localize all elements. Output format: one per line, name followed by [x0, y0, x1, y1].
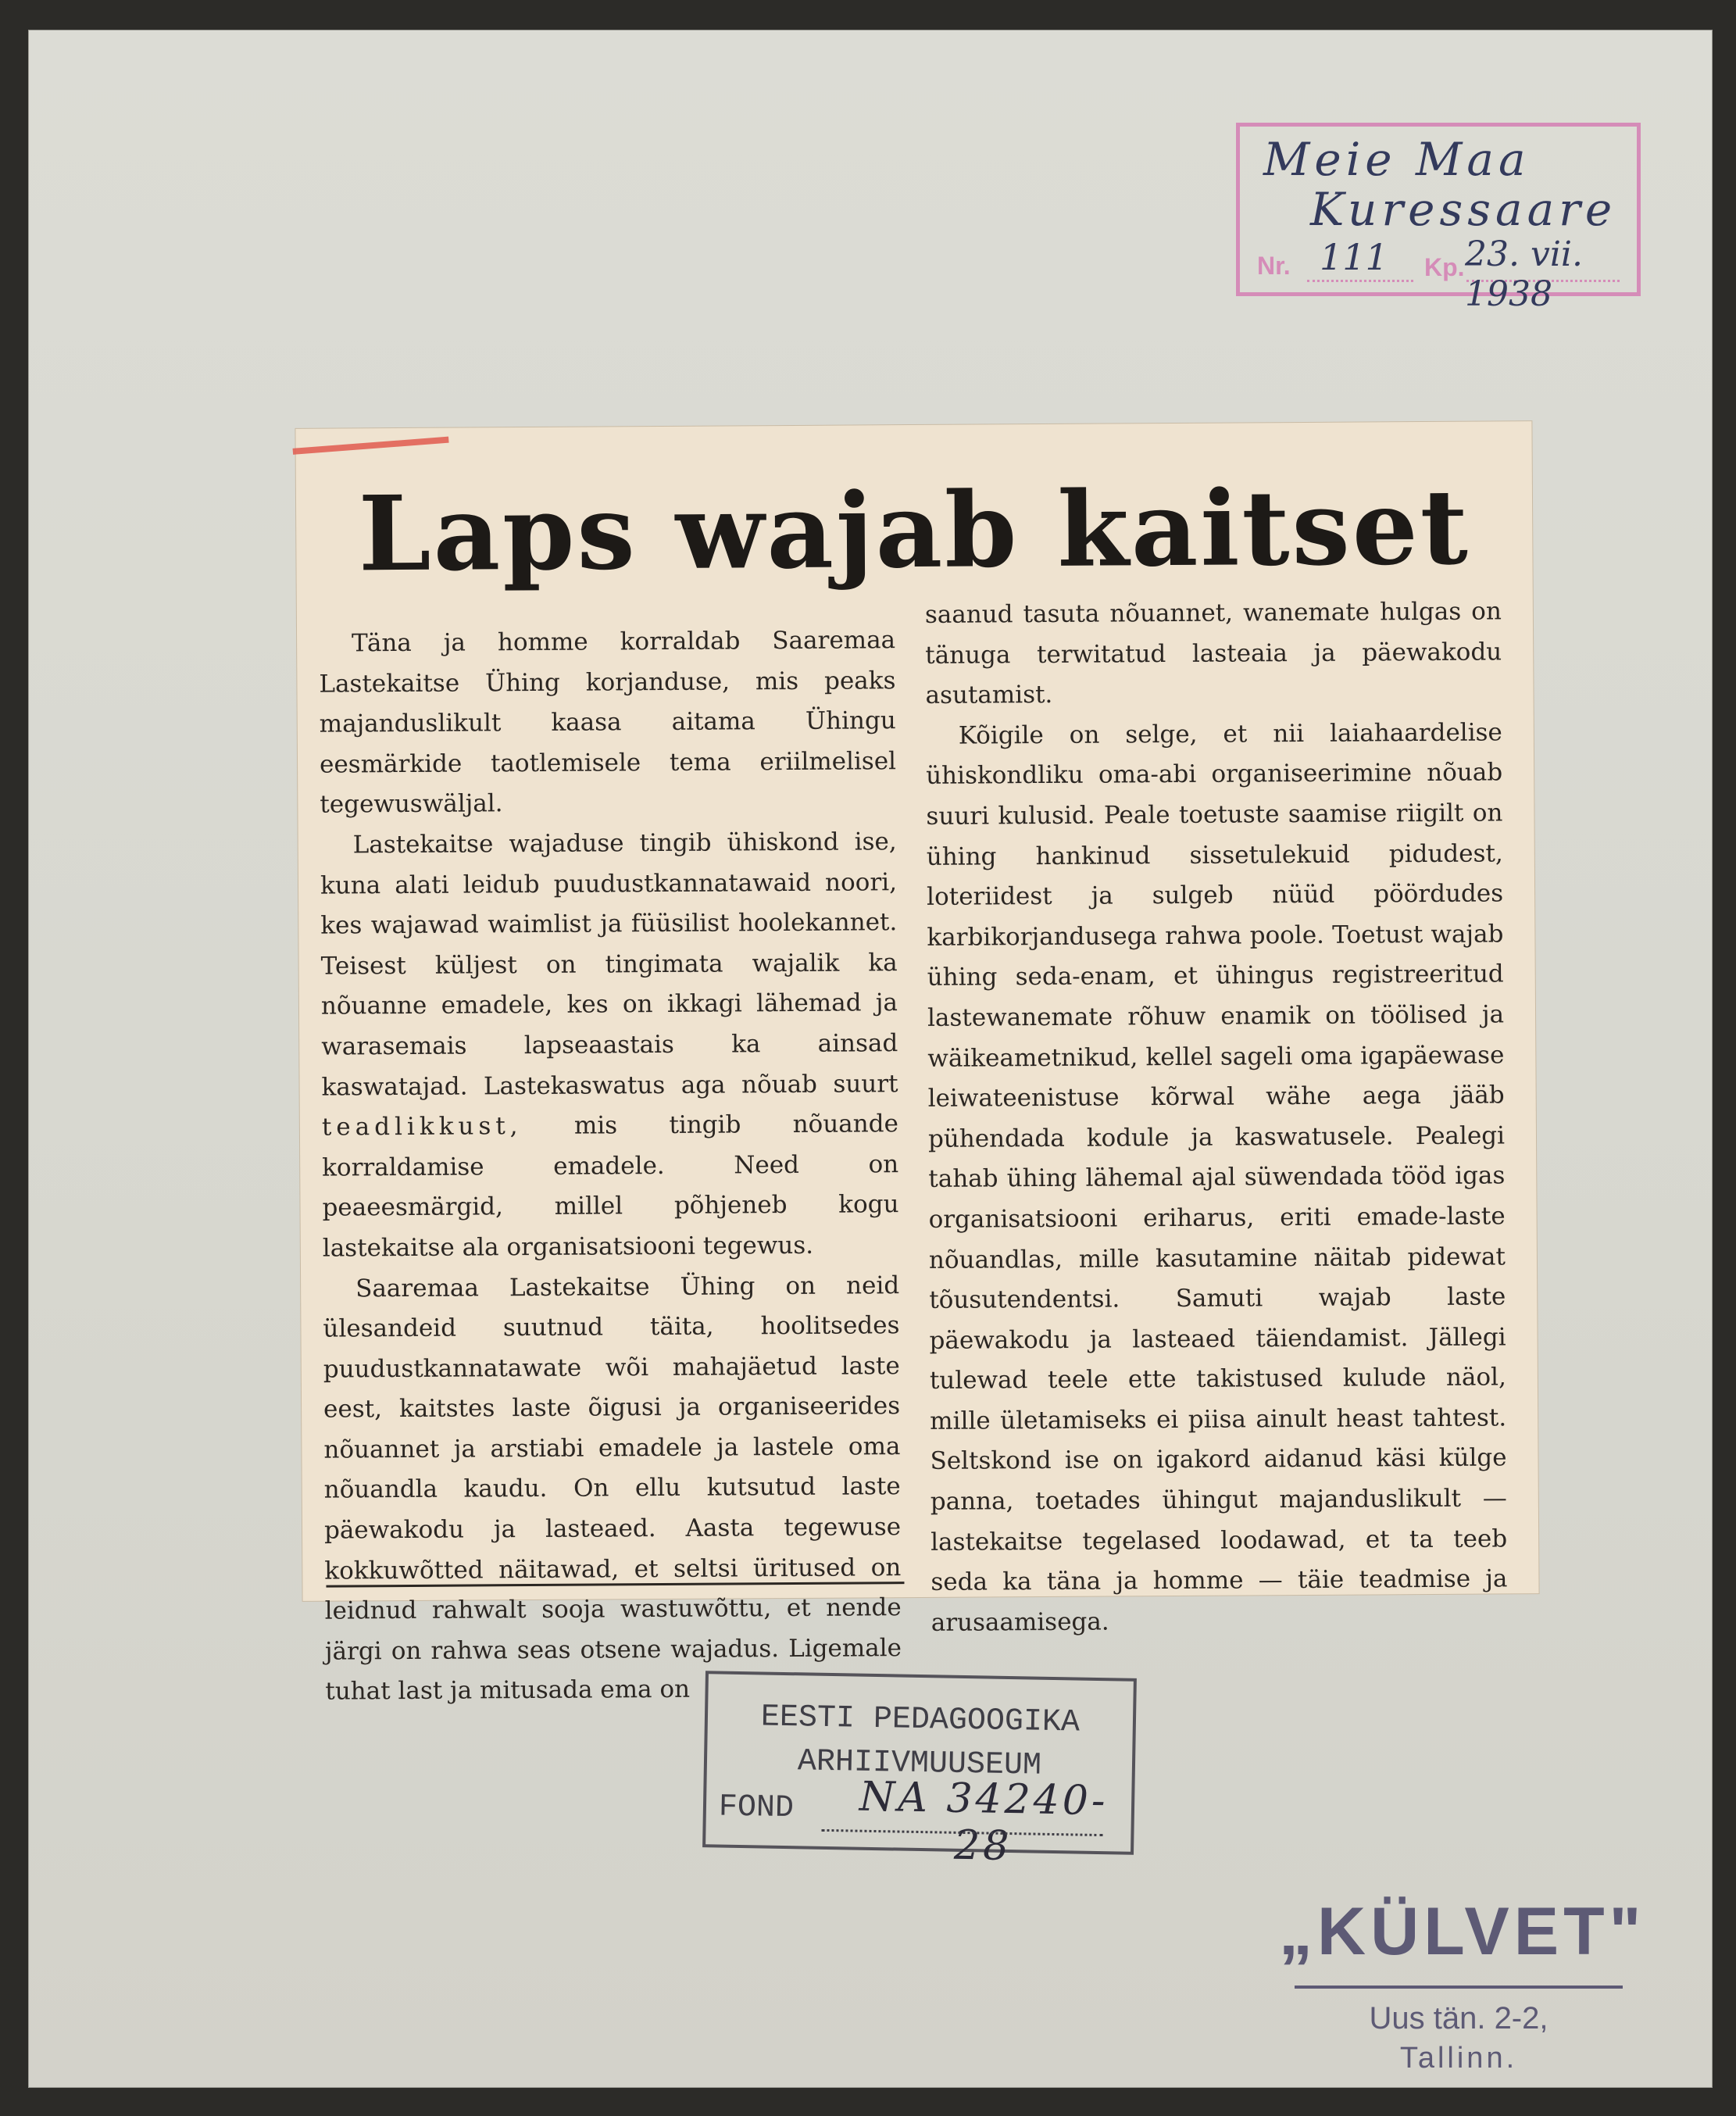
- stamp-nr-dots: [1307, 280, 1413, 282]
- clipping-headline: Laps wajab kaitset: [358, 466, 1471, 595]
- archive-museum-stamp: [702, 1671, 1137, 1871]
- stamp-kp-value: 23. vii. 1938: [1465, 234, 1583, 314]
- right-paragraph: Kõigile on selge, et nii laiahaardelise ühiskondliku oma-abi organiseerimine nõuab suuri kulusid. Peale toetuste saamise riigilt on ühing hankinud sissetulekuid pidudest, loteriidest ja sulgeb nüüd pöördudes karbikorjandusega rahwa poole. Toetust wajab ühing seda-enam, et ühingus registreeritud lastewanemate rõhuw enamik on töölised ja wäikeametnikud, kellel sageli oma igapäewase leiwateenistuse kõrwal wähe aega jääb pühendada kodule ja kaswatusele. Pealegi tahab ühing lähemal ajal süwendada tööd igas organisatsiooni eriharus, eriti emade-laste nõuandlas, mille kasutamine näitab pidewat tõusutendentsi. Samuti wajab laste päewakodu ja lasteaed täiendamist. Jällegi tulewad teele ette takistused kulude näol, mille ületamiseks ei piisa ainult heast tahtest. Seltskond ise on igakord aidanud käsi külge panna, toetades ühingut majanduslikult — lastekaitse tegelased loodawad, et ta teeb seda ka täna ja homme — täie teadmise ja arusaamisega.: [926, 718, 1508, 1637]
- stamp-newspaper-place: Kuressaare: [1310, 183, 1617, 236]
- stamp-nr-label: Nr.: [1257, 252, 1291, 280]
- stamp-kp-label: Kp.: [1424, 253, 1465, 281]
- publisher-address-city: Tallinn.: [1399, 2042, 1518, 2075]
- left-paragraph: Täna ja homme korraldab Saaremaa Lastekaitse Ühing korjanduse, mis peaks majanduslikult kaasa aitama Ühingu eesmärkide taotlemisele tema eriilmelisel tegewuswäljal.: [319, 626, 897, 820]
- archive-stamp-line1: EESTI PEDAGOOGIKA: [760, 1700, 1081, 1741]
- publisher-stamp: [1279, 1893, 1646, 2075]
- right-paragraph: saanud tasuta nõuannet, wanemate hulgas on tänuga terwitatud lasteaia ja päewakodu asutamist.: [924, 597, 1502, 710]
- stamp-nr-value: 111: [1320, 236, 1388, 278]
- emphasized-word: teadlikkust,: [321, 1112, 523, 1142]
- stamp-newspaper-name: Meie Maa: [1263, 133, 1531, 186]
- archive-sheet: [28, 30, 1713, 2088]
- newspaper-clipping: [295, 421, 1538, 1707]
- clipping-right-column: [925, 592, 1508, 1643]
- publisher-name: „KÜLVET": [1279, 1894, 1646, 1969]
- archive-fond-label: FOND: [718, 1789, 795, 1827]
- publisher-underline: [1295, 1986, 1623, 1989]
- archive-stamp-line2: ARHIIVMUUSEUM: [797, 1744, 1042, 1784]
- left-paragraph-text: mis tingib nõuande korraldamise emadele. Need on peaeesmärgid, millel põhjeneb kogu lastekaitse ala organisatsiooni tegewus.: [322, 1110, 899, 1263]
- red-pencil-mark: [293, 437, 449, 455]
- left-paragraph: Saaremaa Lastekaitse Ühing on neid ülesandeid suutnud täita, hoolitsedes puudustkannatawate wõi mahajäetud laste eest, kaitstes laste õigusi ja organiseerides nõuannet ja arstiabi emadele ja lastele oma nõuandla kaudu. On ellu kutsutud laste päewakodu ja lasteaed. Aasta tegewuse kokkuwõtted näitawad, et seltsi üritused on leidnud rahwalt sooja wastuwõttu, et nende järgi on rahwa seas otsene wajadus. Ligemale tuhat last ja mitusada ema on: [323, 1271, 902, 1707]
- publisher-address-street: Uus tän. 2-2,: [1369, 2001, 1548, 2036]
- left-paragraph: [320, 822, 899, 1269]
- left-paragraph-text: Lastekaitse wajaduse tingib ühiskond ise, kuna alati leidub puudustkannatawaid noori, kes wajawad waimlist ja füüsilist hoolekannet. Teisest küljest on tingimata wajalik ka nõuanne emadele, kes on ikkagi lähemad ja warasemais lapseaastais ka ainsad kaswatajad. Lastekaswatus aga nõuab suurt: [320, 827, 898, 1102]
- clipping-left-column: [319, 620, 902, 1713]
- newspaper-source-stamp: [1236, 123, 1641, 314]
- archive-fond-value: NA 34240-28: [859, 1773, 1109, 1871]
